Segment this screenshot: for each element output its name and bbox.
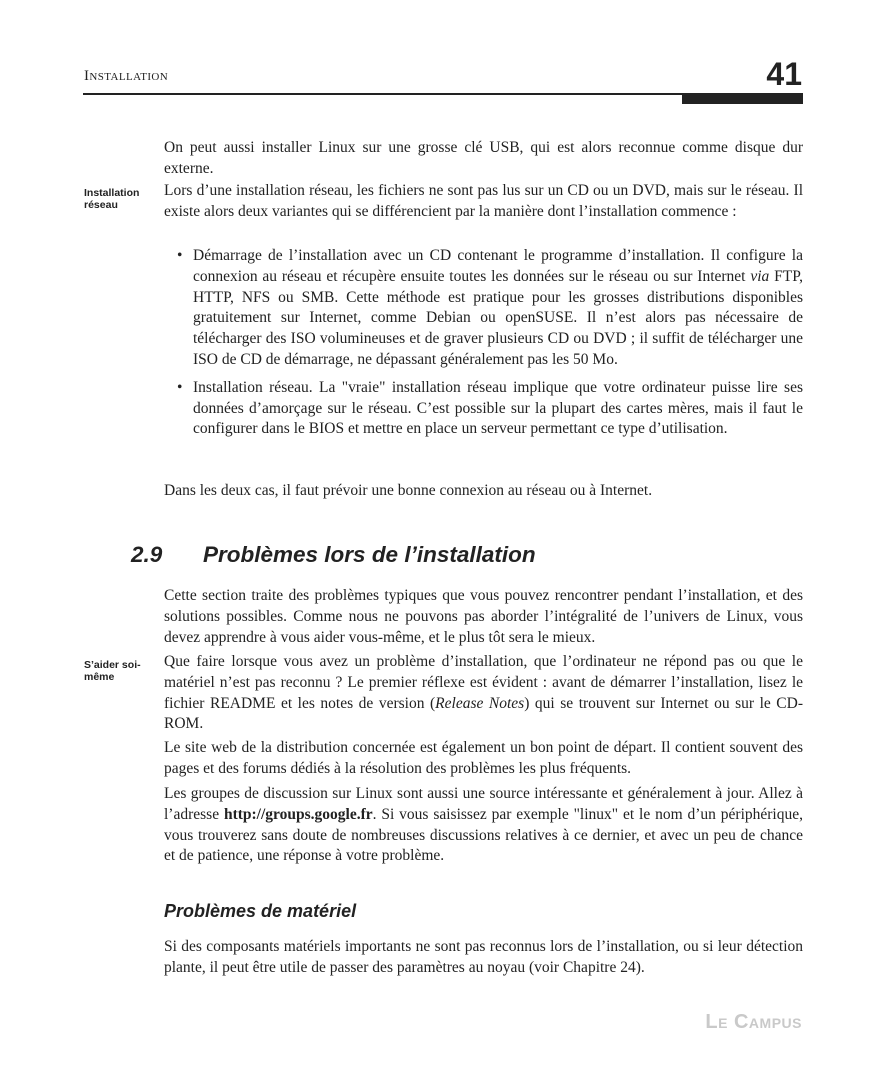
bullet-icon: •: [177, 247, 183, 264]
subsection-heading: Problèmes de matériel: [164, 901, 357, 921]
list-item: [177, 246, 803, 371]
section-number: 2.9: [131, 542, 163, 567]
header-bar: [682, 94, 803, 104]
intro-paragraph: On peut aussi installer Linux sur une grosse clé USB, qui est alors reconnue comme disque dur externe.: [164, 139, 803, 177]
self-help-text-italic: Release Notes: [435, 694, 525, 712]
publisher-logo: Le Campus: [705, 1011, 802, 1033]
closing-block: [164, 481, 803, 502]
bullet-list: [177, 246, 803, 440]
groups-block: [164, 784, 803, 867]
self-help-paragraph: [164, 652, 803, 735]
closing-paragraph: Dans les deux cas, il faut prévoir une bonne connexion au réseau ou à Internet.: [164, 482, 653, 499]
section-intro-paragraph: Cette section traite des problèmes typiques que vous pouvez rencontrer pendant l’installation, et des solutions possibles. Comme nous ne pouvons pas aborder l’intégralité de l’univers de Linux, vous devez apprendre à vous aider vous-même, et le plus tôt sera le mieux.: [164, 587, 803, 646]
list-item: [177, 378, 803, 440]
page-number: 41: [766, 56, 802, 92]
network-block: [164, 181, 803, 223]
groups-url-link[interactable]: http://groups.google.fr: [223, 805, 373, 823]
network-paragraph: Lors d’une installation réseau, les fichiers ne sont pas lus sur un CD ou un DVD, mais sur le réseau. Il existe alors deux variantes qui se différencient par la manière dont l’installation commence :: [164, 182, 803, 220]
hardware-block: [164, 937, 803, 979]
running-head: Installation: [84, 68, 169, 84]
groups-paragraph: [164, 784, 803, 867]
margin-note-self-help: S’aider soi-même: [84, 659, 141, 683]
self-help-text-start: Que faire lorsque vous avez un problème d’installation, que l’ordinateur ne répond pas ou que le matériel n’est pas reconnu ? Le premier réflexe est évident : avant de démarrer l’installation, lisez le fichier README et les notes de version (: [164, 653, 803, 712]
bullet-text-end: FTP, HTTP, NFS ou SMB. Cette méthode est pratique pour les grosses distributions disponibles gratuitement sur Internet, comme Debian ou openSUSE. Il n’est alors pas nécessaire de télécharger des ISO volumineuses et de graver plusieurs CD ou DVD ; il suffit de télécharger une ISO de CD de démarrage, ne dépassant généralement pas les 50 Mo.: [193, 267, 803, 368]
bullet-text-italic: via: [750, 267, 770, 285]
margin-note-network-install: Installation réseau: [84, 187, 140, 211]
hardware-paragraph: Si des composants matériels importants ne sont pas reconnus lors de l’installation, ou si leur détection plante, il peut être utile de passer des paramètres au noyau (voir Chapitre 24).: [164, 938, 803, 976]
section-heading: [131, 542, 536, 568]
bullet-icon: •: [177, 378, 183, 396]
bullet-text: Installation réseau. La "vraie" installation réseau implique que votre ordinateur puisse lire ses données d’amorçage sur le réseau. C’est possible sur la plupart des cartes mères, mais il faut le configurer dans le BIOS et mettre en place un serveur permettant ce type d’utilisation.: [193, 378, 803, 438]
self-help-block: [164, 652, 803, 735]
intro-block: [164, 138, 803, 180]
bullet-text: [193, 246, 803, 371]
section-intro-block: [164, 586, 803, 648]
section-title: Problèmes lors de l’installation: [203, 542, 536, 567]
website-block: [164, 738, 803, 780]
groups-text-start: Les groupes de discussion sur Linux sont aussi une source intéressante et généralement à jour. Allez à l’adresse: [164, 785, 803, 823]
website-paragraph: Le site web de la distribution concernée est également un bon point de départ. Il contient souvent des pages et des forums dédiés à la résolution des problèmes les plus fréquents.: [164, 739, 803, 777]
groups-text-end: . Si vous saisissez par exemple "linux" et le nom d’un périphérique, vous trouverez sans doute de nombreuses discussions relatives à ce dernier, et avec un peu de chance et de patience, une réponse à votre problème.: [164, 805, 803, 865]
bullet-text-start: Démarrage de l’installation avec un CD contenant le programme d’installation. Il configure la connexion au réseau et récupère ensuite toutes les données sur le réseau ou sur Internet: [193, 247, 803, 285]
self-help-text-end: ) qui se trouvent sur Internet ou sur le CD-ROM.: [164, 694, 804, 733]
